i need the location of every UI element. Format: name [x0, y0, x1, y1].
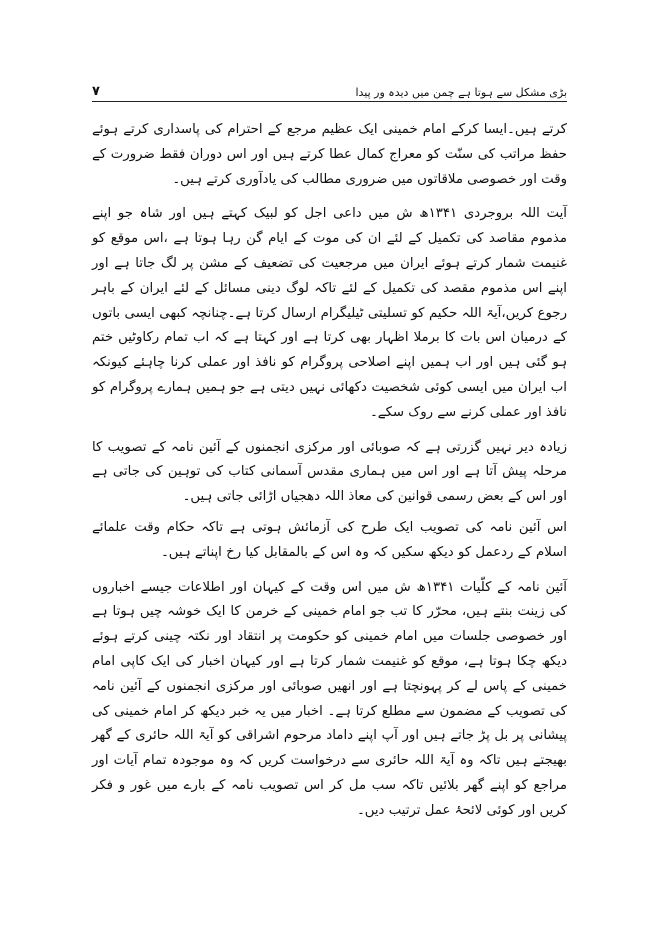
- body-text: [92, 118, 567, 832]
- paragraph: زیادہ دیر نہیں گزرتی ہے کہ صوبائی اور مرکزی انجمنوں کے آئین نامہ کے تصویب کا مرحلہ پیش آتا ہے اور اس میں ہماری مقدس آسمانی کتاب کی توہین کی جاتی ہے اور اس کے بعض رسمی قوانین کی معاذ اللہ دھجیاں اڑائی جاتی ہیں۔: [92, 439, 567, 505]
- running-header: [92, 78, 567, 100]
- header-rule: [92, 101, 567, 102]
- paragraph: اس آئین نامہ کی تصویب ایک طرح کی آزمائش ہوتی ہے تاکہ حکام وقت علمائے اسلام کے ردعمل کو دیکھ سکیں کہ وہ اس کے بالمقابل کیا رخ اپناتے ہیں۔: [92, 519, 567, 560]
- page-number: ۷: [92, 84, 100, 99]
- paragraph: آیت اللہ بروجردی ۱۳۴۱ھ ش میں داعی اجل کو لبیک کہتے ہیں اور شاہ جو اپنے مذموم مقاصد کی تکمیل کے لئے ان کی موت کے ایام گن رہا ہوتا ہے ،اس موقع کو غنیمت شمار کرتے ہوئے ایران میں مرجعیت کی تضعیف کے مشن پر لگ جاتا ہے اور اپنے اس مذموم مقصد کی تکمیل کے لئے تاکہ لوگ دینی مسائل کے لئے ایران کے باہر رجوع کریں،آیۃ اللہ حکیم کو تسلیتی ٹیلیگرام ارسال کرتا ہے۔چنانچہ کبھی ایسی باتوں کے درمیان اس بات کا برملا اظہار بھی کرتا ہے اور کہتا ہے کہ اب تمام رکاوٹیں ختم ہو گئی ہیں اور اب ہمیں اپنے اصلاحی پروگرام کو نافذ اور عملی کرنا چاہئے کیونکہ اب ایران میں ایسی کوئی شخصیت دکھائی نہیں دیتی ہے جو ہمیں ہمارے پروگرام کو نافذ اور عملی کرنے سے روک سکے۔: [92, 206, 567, 420]
- paragraph: کرتے ہیں۔ایسا کرکے امام خمینی ایک عظیم مرجع کے احترام کی پاسداری کرتے ہوئے حفظ مراتب کی سنّت کو معراج کمال عطا کرتے ہیں اور اس دوران فقط ضرورت کے وقت اور خصوصی ملاقاتوں میں ضروری مطالب کی یادآوری کرتے ہیں۔: [92, 122, 567, 187]
- paragraph: آئین نامہ کے کلّیات ۱۳۴۱ھ ش میں اس وقت کے کیہان اور اطلاعات جیسے اخباروں کی زینت بنتے ہیں، محرّر کا تب جو امام خمینی کے خرمن کا ایک خوشہ چیں ہوتا ہے اور خصوصی جلسات میں امام خمینی کو حکومت پر انتقاد اور نکتہ چینی کرتے ہوئے دیکھ چکا ہوتا ہے، موقع کو غنیمت شمار کرتا ہے اور کیہان اخبار کی ایک کاپی امام خمینی کے پاس لے کر پہونچتا ہے اور انھیں صوبائی اور مرکزی انجمنوں کے آئین نامہ کی تصویب کے مضمون سے مطلع کرتا ہے۔ اخبار میں یہ خبر دیکھ کر امام خمینی کی پیشانی پر بل پڑ جاتے ہیں اور آپ اپنے داماد مرحوم اشراقی کو آیۃ اللہ حائری کے گھر بھیجتے ہیں تاکہ وہ آیۃ اللہ حائری سے درخواست کریں کہ وہ موجودہ تمام آیات اور مراجع کو اپنے گھر بلائیں تاکہ سب مل کر اس تصویب نامہ کے بارے میں غور و فکر کریں اور کوئی لائحۂ عمل ترتیب دیں۔: [92, 579, 567, 818]
- running-title: بڑی مشکل سے ہوتا ہے چمن میں دیدہ ور پیدا: [355, 86, 567, 99]
